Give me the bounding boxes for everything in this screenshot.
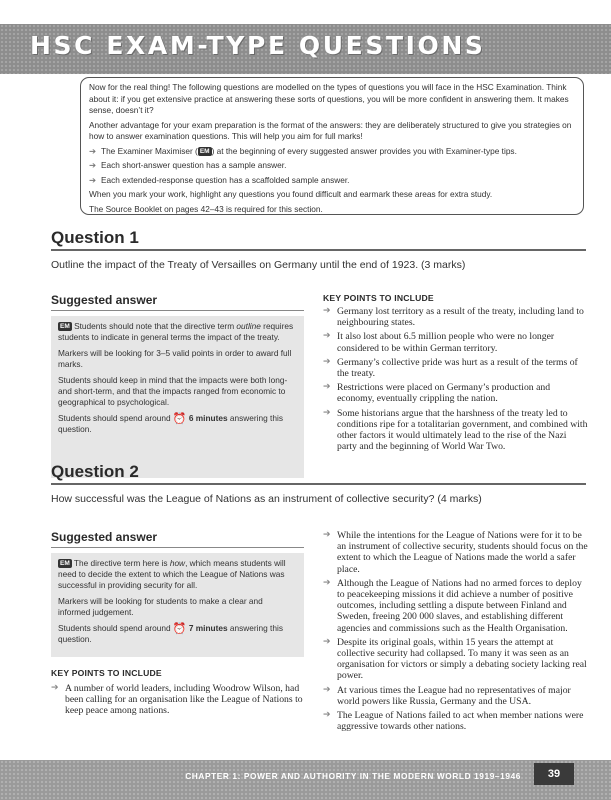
intro-paragraph: Another advantage for your exam preparation is the format of the answers: they are deliberately structured to give you strategies on how to answer examination questions. This will help you aim for full marks!	[89, 119, 572, 141]
tip-text: EM Students should note that the directive term outline requires students to indicate in general terms the impact of the treaty.	[58, 321, 294, 342]
page-title: HSC EXAM-TYPE QUESTIONS	[30, 31, 486, 60]
question-2-title: Question 2	[51, 462, 139, 481]
divider	[51, 547, 304, 548]
divider	[51, 310, 304, 311]
arrow-icon: ➔	[323, 577, 331, 588]
suggested-answer-heading: Suggested answer	[51, 293, 158, 307]
intro-bullet: ➔ Each short-answer question has a sample answer.	[89, 160, 287, 170]
key-point: ➔ While the intentions for the League of Nations were for it to be an instrument of collective security, students should focus on the extent to which the League of Nations made the world a safer place.	[323, 530, 588, 575]
question-1-text: Outline the impact of the Treaty of Versailles on Germany until the end of 1923. (3 marks)	[51, 259, 466, 271]
arrow-icon: ➔	[51, 683, 59, 693]
arrow-icon: ➔	[89, 160, 96, 170]
key-points-heading: KEY POINTS TO INCLUDE	[323, 293, 434, 303]
intro-paragraph: Now for the real thing! The following questions are modelled on the types of questions you will face in the HSC Examination. Think about it: if you get extensive practice at answering these sorts of questions, you will be more confident in answering them. It makes sense, doesn’t it?	[89, 82, 569, 115]
arrow-icon: ➔	[323, 530, 331, 540]
intro-bullet: ➔ The Examiner Maximiser ( EM ) at the beginning of every suggested answer provides you with Examiner-type tips.	[89, 145, 517, 156]
key-point: ➔ Some historians argue that the harshness of the treaty led to conditions ripe for a totalitarian government, and combined with other factors it would ultimately lead to the rise of the Nazi party and the beginning of World War Two.	[323, 407, 588, 453]
em-badge: EM	[60, 560, 70, 567]
divider	[51, 249, 586, 251]
key-point: ➔ At various times the League had no representatives of major world powers like Russia, Germany and the USA.	[323, 684, 571, 707]
intro-paragraph: The Source Booklet on pages 42–43 is required for this section.	[89, 203, 323, 214]
key-points-list	[51, 683, 305, 720]
intro-paragraph: When you mark your work, highlight any questions you found difficult and earmark these areas for extra study.	[89, 189, 493, 199]
arrow-icon: ➔	[89, 145, 96, 156]
key-point: ➔ Restrictions were placed on Germany’s production and economy, eventually crippling the nation.	[323, 382, 551, 405]
clock-icon: ⏰	[172, 623, 187, 635]
clock-icon: ⏰	[172, 413, 187, 425]
time-tip: Students should spend around ⏰ 6 minutes answering this question.	[58, 413, 283, 434]
intro-bullet: ➔ Each extended-response question has a scaffolded sample answer.	[89, 174, 350, 185]
chapter-title: CHAPTER 1: POWER AND AUTHORITY IN THE MODERN WORLD 1919–1946	[185, 771, 521, 781]
time-tip: Students should spend around ⏰ 7 minutes answering this question.	[58, 623, 283, 644]
key-points-list	[323, 530, 588, 735]
key-point: ➔ A number of world leaders, including Woodrow Wilson, had been calling for an organisation like the League of Nations to keep peace among nations.	[51, 683, 303, 717]
arrow-icon: ➔	[89, 174, 96, 185]
examiner-tips-box	[51, 553, 304, 657]
arrow-icon: ➔	[323, 407, 331, 418]
tip-text: EM The directive term here is how, which means students will need to decide the extent to which the League of Nations was successful in providing security for all.	[58, 558, 286, 590]
arrow-icon: ➔	[323, 356, 331, 367]
tip-text: Markers will be looking for 3–5 valid points in order to award full marks.	[58, 348, 292, 369]
arrow-icon: ➔	[323, 382, 331, 393]
key-point: ➔ Germany lost territory as a result of the treaty, including land to neighbouring states.	[323, 306, 584, 329]
question-2-text: How successful was the League of Nations as an instrument of collective security? (4 marks)	[51, 493, 482, 505]
examiner-tips-box	[51, 316, 304, 478]
suggested-answer-heading: Suggested answer	[51, 530, 158, 544]
key-point: ➔ It also lost about 6.5 million people who were no longer considered to be within German territory.	[323, 331, 555, 354]
key-point: ➔ Despite its original goals, within 15 years the attempt at collective security had collapsed. To many it was seen as an organisation for victors or simply a debating society lacking real power.	[323, 636, 587, 682]
key-point: ➔ Germany’s collective pride was hurt as a result of the terms of the treaty.	[323, 356, 578, 380]
key-point: ➔ Although the League of Nations had no armed forces to deploy to peacekeeping missions it did achieve a number of positive outcomes, including settling a dispute between Finland and Sweden, freeing 200 000 slaves, and establishing different agencies and commissions such as the Health Organisation.	[323, 577, 582, 634]
page-number: 39	[534, 763, 574, 785]
intro-box	[80, 77, 584, 215]
em-badge: EM	[199, 147, 210, 155]
arrow-icon: ➔	[323, 306, 331, 316]
key-points-heading: KEY POINTS TO INCLUDE	[51, 668, 162, 678]
divider	[51, 483, 586, 485]
question-1-title: Question 1	[51, 228, 139, 247]
arrow-icon: ➔	[323, 636, 331, 647]
key-point: ➔ The League of Nations failed to act when member nations were aggressive towards other nations.	[323, 710, 584, 733]
tip-text: Markers will be looking for students to make a clear and informed judgement.	[58, 596, 263, 617]
em-badge: EM	[60, 323, 70, 330]
arrow-icon: ➔	[323, 710, 331, 721]
tip-text: Students should keep in mind that the impacts were both long- and short-term, and that the impacts ranged from economic to geographical to psychological.	[58, 375, 288, 407]
key-points-list	[323, 306, 588, 455]
arrow-icon: ➔	[323, 684, 331, 695]
arrow-icon: ➔	[323, 331, 331, 342]
